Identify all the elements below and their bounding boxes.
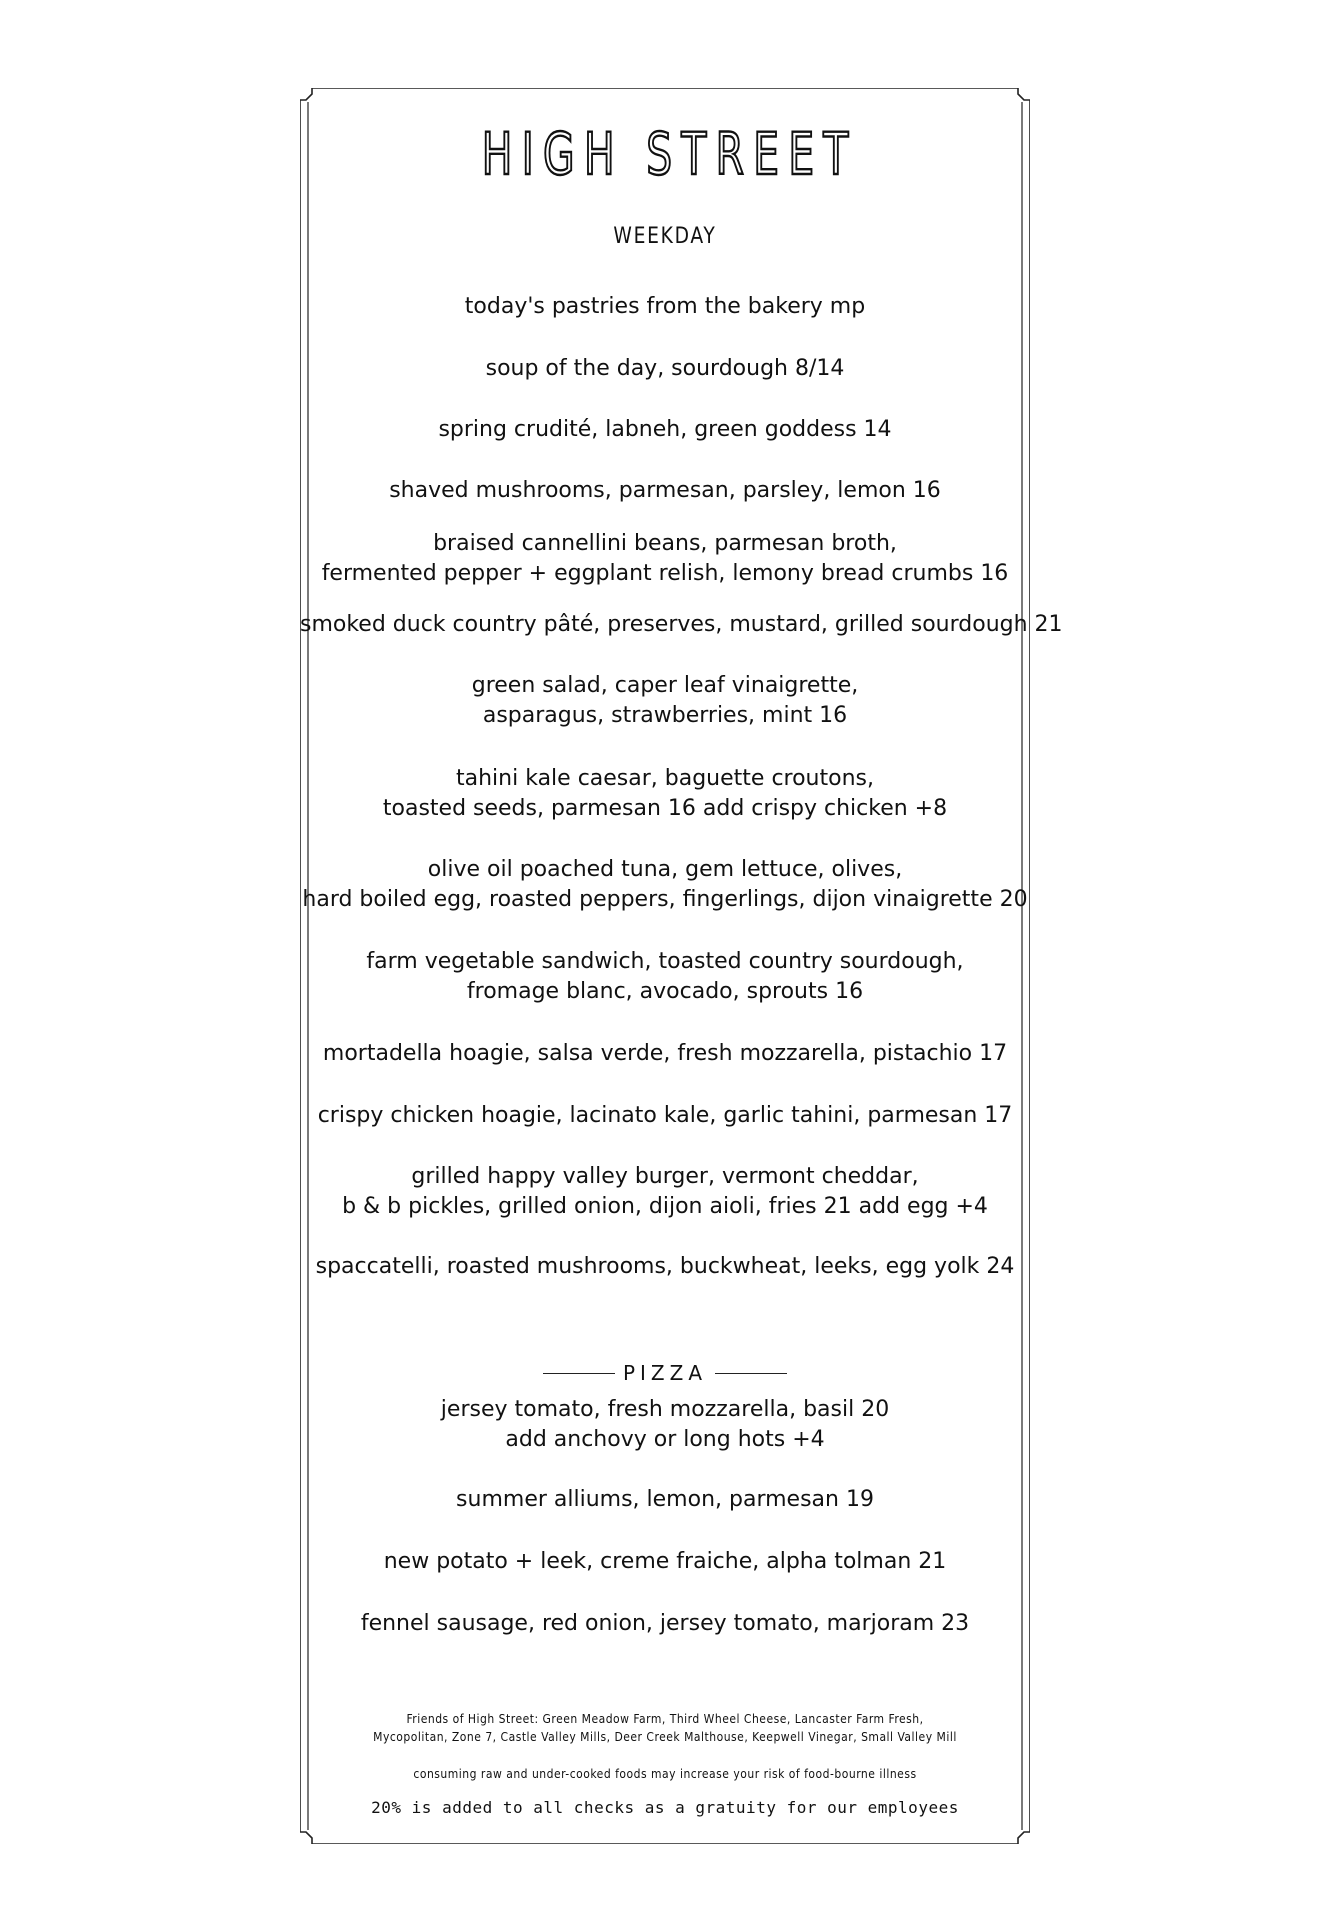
pizza-item-line: summer alliums, lemon, parmesan 19 — [456, 1487, 874, 1512]
menu-item-line: b & b pickles, grilled onion, dijon aioli, fries 21 add egg +4 — [342, 1194, 988, 1219]
pizza-item — [300, 1547, 1030, 1577]
food-safety-warning: consuming raw and under-cooked foods may increase your risk of food-bourne illness — [413, 1767, 917, 1781]
menu-item — [300, 292, 1030, 322]
menu-item — [300, 476, 1030, 506]
menu-item-line: olive oil poached tuna, gem lettuce, olives, — [427, 857, 903, 882]
menu-item-line: spaccatelli, roasted mushrooms, buckwheat, leeks, egg yolk 24 — [315, 1254, 1015, 1279]
menu-item-line: green salad, caper leaf vinaigrette, — [471, 673, 859, 698]
menu-item-line: asparagus, strawberries, mint 16 — [482, 703, 848, 728]
pizza-item — [300, 1395, 1030, 1455]
menu-item — [300, 764, 1030, 824]
gratuity-notice: 20% is added to all checks as a gratuity for our employees — [371, 1798, 959, 1817]
menu-item-line: toasted seeds, parmesan 16 add crispy chicken +8 — [382, 796, 948, 821]
menu-item-line: spring crudité, labneh, green goddess 14 — [438, 417, 892, 442]
pizza-item-line: new potato + leek, creme fraiche, alpha tolman 21 — [383, 1549, 947, 1574]
menu-item-line: farm vegetable sandwich, toasted country sourdough, — [366, 949, 964, 974]
pizza-item-line: jersey tomato, fresh mozzarella, basil 20 — [440, 1397, 890, 1422]
menu-item — [300, 529, 1030, 589]
menu-item-line: hard boiled egg, roasted peppers, fingerlings, dijon vinaigrette 20 — [302, 887, 1028, 912]
pizza-item-line: fennel sausage, red onion, jersey tomato, marjoram 23 — [360, 1611, 970, 1636]
menu-subtitle: WEEKDAY — [613, 224, 717, 249]
menu-item-line: shaved mushrooms, parmesan, parsley, lemon 16 — [389, 478, 941, 503]
pizza-item — [300, 1609, 1030, 1639]
menu-item — [300, 947, 1030, 1007]
menu-item — [300, 415, 1030, 445]
menu-item-line: mortadella hoagie, salsa verde, fresh mozzarella, pistachio 17 — [322, 1041, 1008, 1066]
pizza-section-heading — [300, 1361, 1030, 1385]
menu-item — [300, 1162, 1030, 1222]
menu-item-line: soup of the day, sourdough 8/14 — [485, 356, 845, 381]
friends-line-2: Mycopolitan, Zone 7, Castle Valley Mills, Deer Creek Malthouse, Keepwell Vinegar, Small Valley Mill — [373, 1730, 957, 1744]
menu-frame — [300, 88, 1063, 1844]
pizza-heading-label: PIZZA — [622, 1361, 708, 1385]
friends-line-1: Friends of High Street: Green Meadow Farm, Third Wheel Cheese, Lancaster Farm Fresh, — [406, 1712, 924, 1726]
restaurant-title: HIGH STREET — [481, 120, 858, 188]
menu-item — [300, 610, 1063, 640]
menu-item — [300, 1252, 1030, 1282]
menu-item-line: fromage blanc, avocado, sprouts 16 — [466, 979, 864, 1004]
heading-rule-left — [543, 1373, 615, 1374]
menu-item-line: smoked duck country pâté, preserves, mustard, grilled sourdough 21 — [300, 612, 1063, 637]
menu-item-line: today's pastries from the bakery mp — [464, 294, 866, 319]
menu-item-line: fermented pepper + eggplant relish, lemony bread crumbs 16 — [321, 561, 1009, 586]
menu-item — [300, 354, 1030, 384]
menu-item — [300, 855, 1030, 915]
menu-item-line: crispy chicken hoagie, lacinato kale, garlic tahini, parmesan 17 — [317, 1103, 1013, 1128]
menu-item — [300, 671, 1030, 731]
menu-item — [300, 1101, 1030, 1131]
heading-rule-right — [715, 1373, 787, 1374]
menu-item-line: braised cannellini beans, parmesan broth, — [433, 531, 897, 556]
menu-item-line: tahini kale caesar, baguette croutons, — [456, 766, 874, 791]
menu-item-line: grilled happy valley burger, vermont cheddar, — [411, 1164, 919, 1189]
pizza-item — [300, 1485, 1030, 1515]
pizza-item-line: add anchovy or long hots +4 — [505, 1427, 825, 1452]
menu-item — [300, 1039, 1030, 1069]
